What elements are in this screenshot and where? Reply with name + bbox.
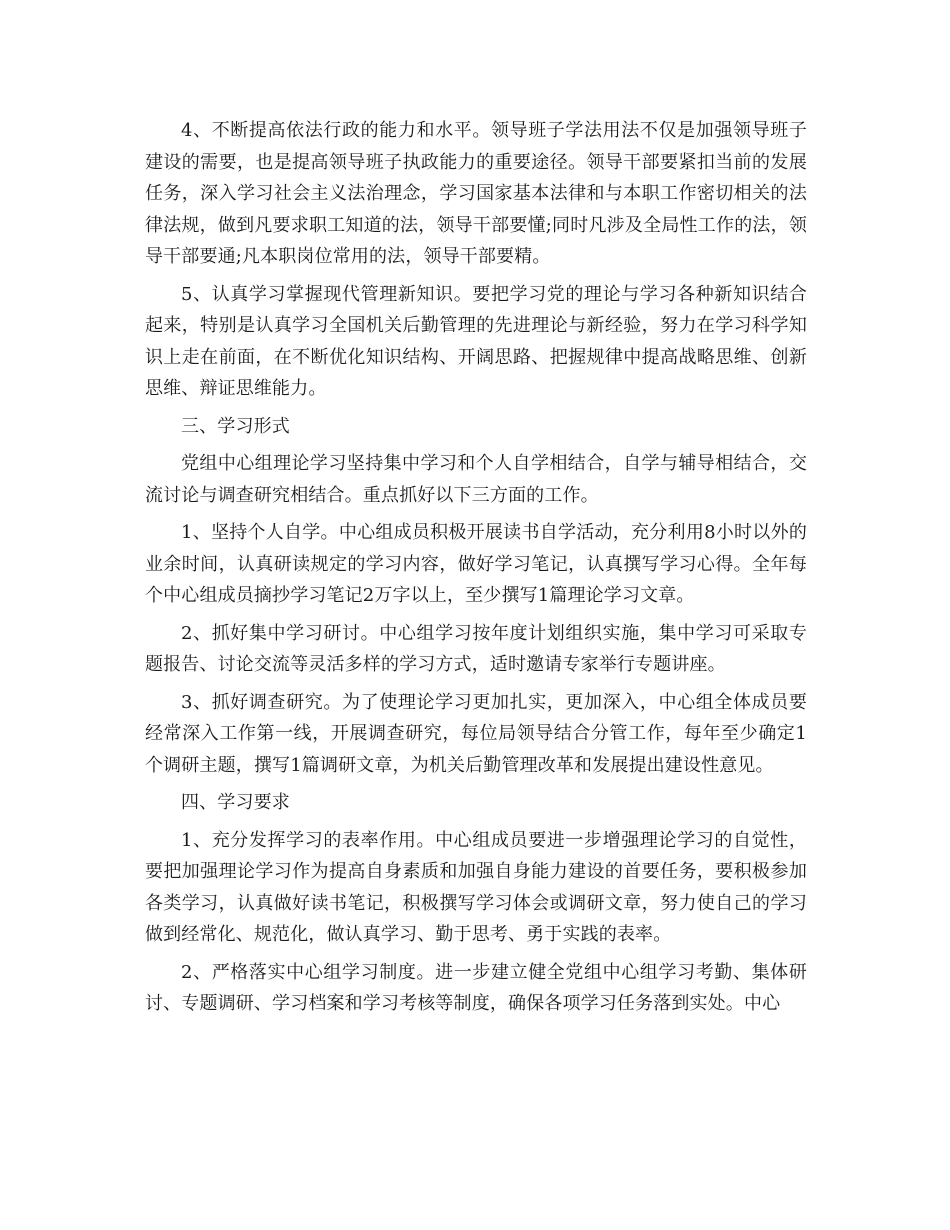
paragraph-research: 3、抓好调查研究。为了使理论学习更加扎实，更加深入，中心组全体成员要经常深入工作第一线，开展调查研究，每位局领导结合分管工作，每年至少确定1个调研主题，撰写1篇调研文章，为机关后勤管理改革和发展提出建设性意见。	[145, 691, 807, 776]
paragraph-group-study: 2、抓好集中学习研讨。中心组学习按年度计划组织实施，集中学习可采取专题报告、讨论交流等灵活多样的学习方式，适时邀请专家举行专题讲座。	[145, 622, 807, 675]
paragraph-self-study: 1、坚持个人自学。中心组成员积极开展读书自学活动，充分利用8小时以外的业余时间，认真研读规定的学习内容，做好学习笔记，认真撰写学习心得。全年每个中心组成员摘抄学习笔记2万字以上，至少撰写1篇理论学习文章。	[145, 522, 807, 606]
section-heading-study-form: 三、学习形式	[181, 415, 290, 437]
paragraph-management-knowledge: 5、认真学习掌握现代管理新知识。要把学习党的理论与学习各种新知识结合起来，特别是认真学习全国机关后勤管理的先进理论与新经验，努力在学习科学知识上走在前面，在不断优化知识结构、开阔思路、把握规律中提高战略思维、创新思维、辩证思维能力。	[145, 283, 807, 399]
document-page	[145, 115, 807, 1026]
section-heading-study-requirements: 四、学习要求	[181, 792, 290, 813]
paragraph-study-form-intro: 党组中心组理论学习坚持集中学习和个人自学相结合，自学与辅导相结合，交流讨论与调查研究相结合。重点抓好以下三方面的工作。	[145, 453, 807, 506]
paragraph-exemplary-role: 1、充分发挥学习的表率作用。中心组成员要进一步增强理论学习的自觉性，要把加强理论学习作为提高自身素质和加强自身能力建设的首要任务，要积极参加各类学习，认真做好读书笔记，积极撰写学习体会或调研文章，努力使自己的学习做到经常化、规范化，做认真学习、勤于思考、勇于实践的表率。	[145, 829, 807, 945]
paragraph-law-administration: 4、不断提高依法行政的能力和水平。领导班子学法用法不仅是加强领导班子建设的需要，也是提高领导班子执政能力的重要途径。领导干部要紧扣当前的发展任务，深入学习社会主义法治理念，学习国家基本法律和与本职工作密切相关的法律法规，做到凡要求职工知道的法，领导干部要懂;同时凡涉及全局性工作的法，领导干部要通;凡本职岗位常用的法，领导干部要精。	[145, 120, 807, 267]
paragraph-study-system: 2、严格落实中心组学习制度。进一步建立健全党组中心组学习考勤、集体研讨、专题调研、学习档案和学习考核等制度，确保各项学习任务落到实处。中心	[145, 961, 807, 1014]
